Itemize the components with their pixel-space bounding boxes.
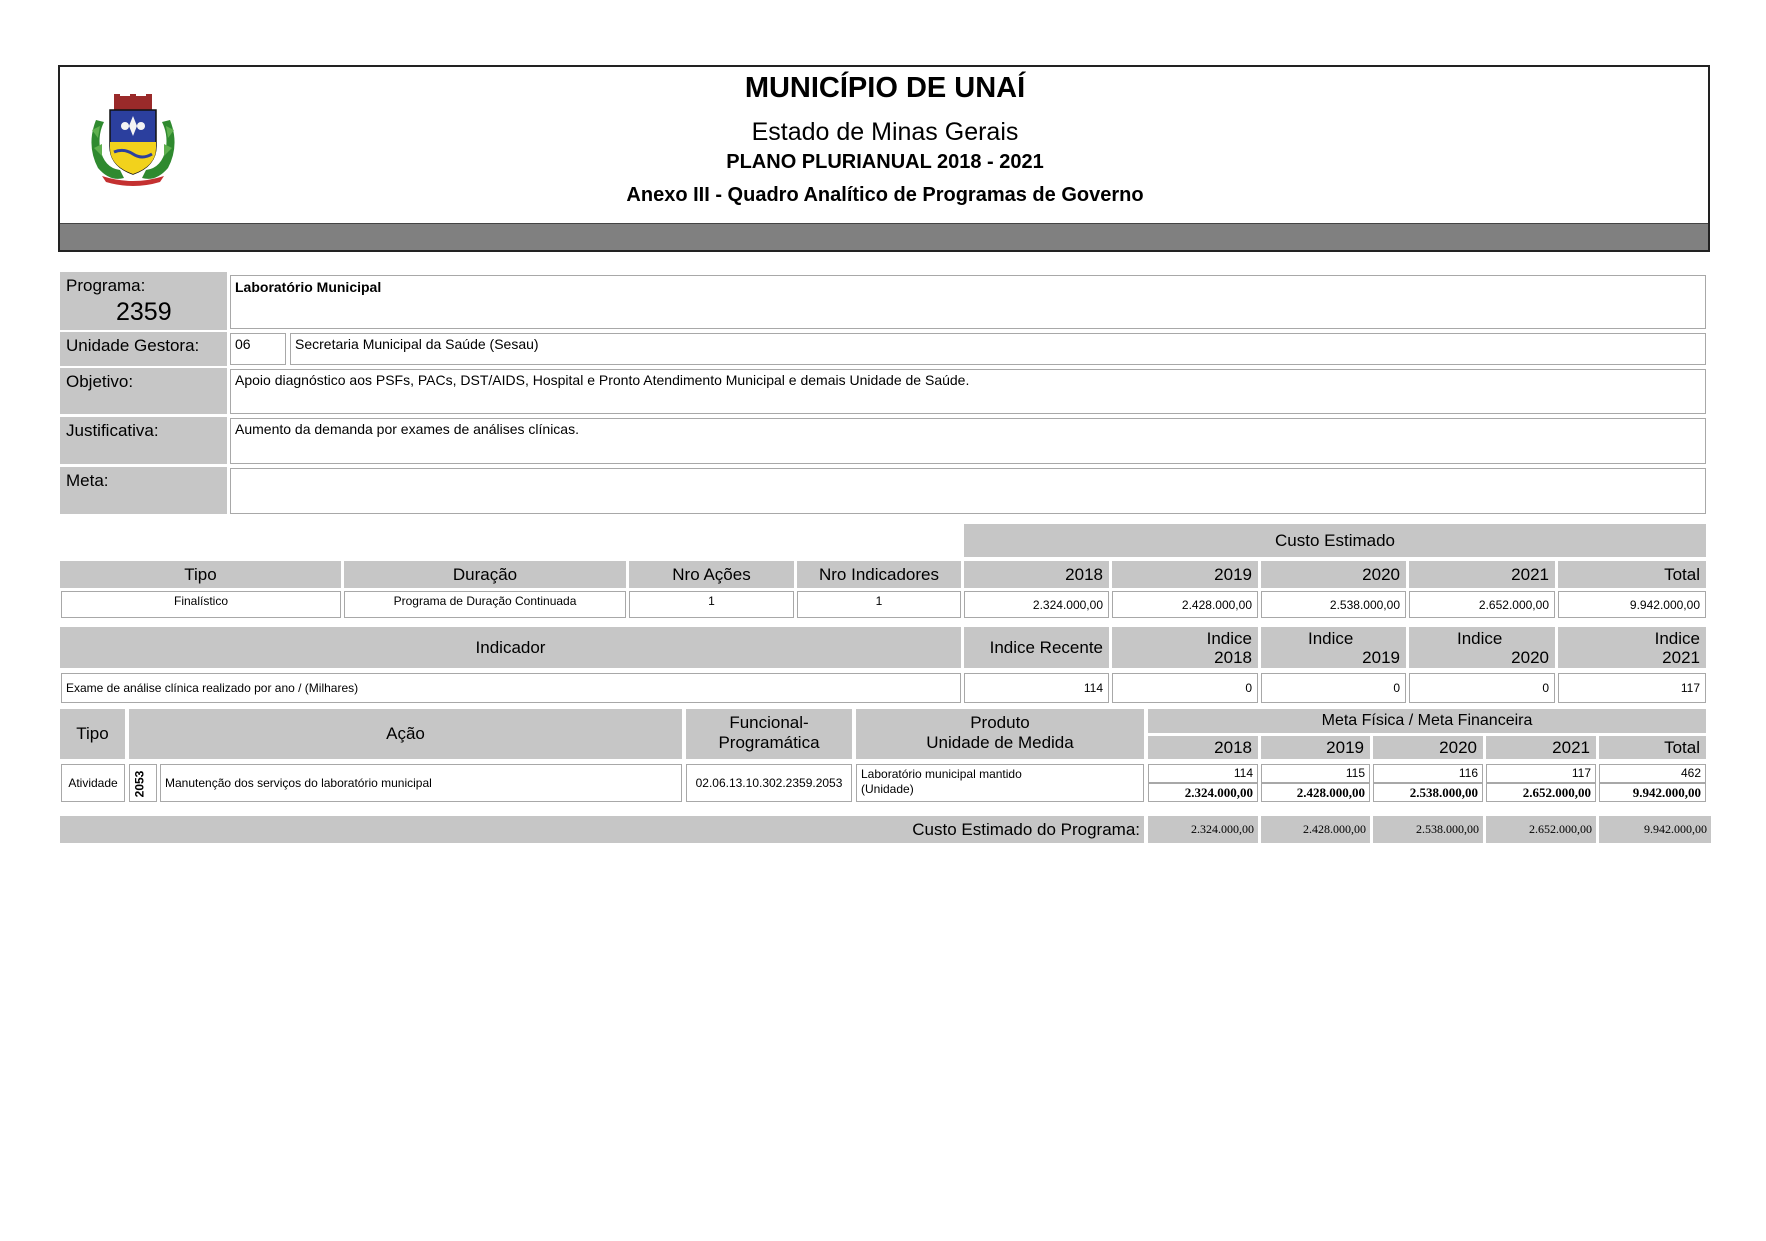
custo-header-2020: 2020 <box>1261 561 1406 588</box>
coat-of-arms-icon <box>84 90 182 186</box>
acao-header-2021: 2021 <box>1486 736 1596 759</box>
acao-row-funcional: 02.06.13.10.302.2359.2053 <box>686 764 852 802</box>
custo-estimado-title: Custo Estimado <box>964 524 1706 557</box>
indicador-header-2019-b: 2019 <box>1362 648 1400 667</box>
custo-row-2019: 2.428.000,00 <box>1112 591 1258 618</box>
indicador-header-2019 <box>1261 627 1406 668</box>
custo-row-nro-acoes: 1 <box>629 591 794 618</box>
unidade-nome-cell <box>290 333 1706 365</box>
indicador-header-2020-b: 2020 <box>1511 648 1549 667</box>
custo-row-tipo: Finalístico <box>61 591 341 618</box>
total-programa-2021: 2.652.000,00 <box>1486 816 1596 843</box>
indicador-row-2018: 0 <box>1112 673 1258 703</box>
header-anexo: Anexo III - Quadro Analítico de Programas de Governo <box>626 184 1144 206</box>
custo-row-total: 9.942.000,00 <box>1558 591 1706 618</box>
programa-label: Programa: <box>66 276 146 295</box>
custo-header-2021: 2021 <box>1409 561 1555 588</box>
justificativa-label: Justificativa: <box>66 421 159 440</box>
acao-row-fis-2021: 117 <box>1486 764 1596 783</box>
acao-row-codigo-cell <box>129 764 157 802</box>
acao-header-total: Total <box>1599 736 1706 759</box>
meta-label: Meta: <box>66 471 109 490</box>
custo-row-duracao: Programa de Duração Continuada <box>344 591 626 618</box>
unidade-nome: Secretaria Municipal da Saúde (Sesau) <box>295 336 539 352</box>
acao-row-fin-2021: 2.652.000,00 <box>1486 783 1596 802</box>
acao-row-fis-2019: 115 <box>1261 764 1370 783</box>
acao-row-fis-2020: 116 <box>1373 764 1483 783</box>
acao-header-tipo: Tipo <box>60 709 125 759</box>
acao-row-fin-2020: 2.538.000,00 <box>1373 783 1483 802</box>
total-programa-total: 9.942.000,00 <box>1599 816 1711 843</box>
acao-header-produto <box>856 709 1144 759</box>
programa-nome: Laboratório Municipal <box>235 279 382 295</box>
custo-header-tipo: Tipo <box>60 561 341 588</box>
acao-row-produto-cell <box>856 764 1144 802</box>
indicador-row-2021: 117 <box>1558 673 1706 703</box>
acao-row-produto: Laboratório municipal mantido <box>861 767 1022 781</box>
header-municipio: MUNICÍPIO DE UNAÍ <box>744 72 1026 104</box>
objetivo-texto: Apoio diagnóstico aos PSFs, PACs, DST/AIDS, Hospital e Pronto Atendimento Municipal e demais Unidade de Saúde. <box>235 372 970 388</box>
indicador-header-nome: Indicador <box>60 627 961 668</box>
custo-header-2018: 2018 <box>964 561 1109 588</box>
acao-row-nome: Manutenção dos serviços do laboratório municipal <box>160 764 682 802</box>
acao-header-2020: 2020 <box>1373 736 1483 759</box>
header-estado: Estado de Minas Gerais <box>751 118 1019 146</box>
header-plano: PLANO PLURIANUAL 2018 - 2021 <box>726 151 1044 173</box>
indicador-row-recente: 114 <box>964 673 1109 703</box>
unidade-codigo-cell <box>230 333 286 365</box>
objetivo-label: Objetivo: <box>66 372 134 391</box>
custo-header-nro-acoes: Nro Ações <box>629 561 794 588</box>
header-gray-bar <box>60 223 1708 250</box>
programa-numero: 2359 <box>116 298 172 326</box>
acao-row-fis-2018: 114 <box>1148 764 1258 783</box>
indicador-header-2021-b: 2021 <box>1662 648 1700 667</box>
total-programa-2019: 2.428.000,00 <box>1261 816 1370 843</box>
custo-header-2019: 2019 <box>1112 561 1258 588</box>
acao-header-produto-b: Unidade de Medida <box>926 733 1074 752</box>
acao-header-meta: Meta Física / Meta Financeira <box>1148 709 1706 733</box>
objetivo-texto-cell <box>230 369 1706 414</box>
custo-row-2018: 2.324.000,00 <box>964 591 1109 618</box>
unidade-label: Unidade Gestora: <box>66 336 200 355</box>
indicador-header-recente: Indice Recente <box>964 627 1109 668</box>
unidade-codigo: 06 <box>235 336 251 352</box>
custo-header-duracao: Duração <box>344 561 626 588</box>
indicador-header-2019-a: Indice <box>1308 629 1354 648</box>
meta-label-cell <box>60 467 227 514</box>
acao-header-produto-a: Produto <box>970 713 1030 732</box>
custo-header-nro-indicadores: Nro Indicadores <box>797 561 961 588</box>
justificativa-label-cell <box>60 417 227 464</box>
custo-row-2020: 2.538.000,00 <box>1261 591 1406 618</box>
indicador-header-2021-a: Indice <box>1654 629 1700 648</box>
acao-row-tipo: Atividade <box>61 764 125 802</box>
indicador-row-2019: 0 <box>1261 673 1406 703</box>
objetivo-label-cell <box>60 368 227 414</box>
acao-row-unidade: (Unidade) <box>861 782 914 796</box>
total-programa-2018: 2.324.000,00 <box>1148 816 1258 843</box>
custo-row-2021: 2.652.000,00 <box>1409 591 1555 618</box>
acao-header-funcional <box>686 709 852 759</box>
total-programa-label: Custo Estimado do Programa: <box>60 816 1144 843</box>
acao-row-codigo: 2053 <box>132 770 147 798</box>
acao-header-2018: 2018 <box>1148 736 1258 759</box>
acao-header-acao: Ação <box>129 709 682 759</box>
unidade-label-cell <box>60 332 227 366</box>
total-programa-2020: 2.538.000,00 <box>1373 816 1483 843</box>
acao-row-fin-2019: 2.428.000,00 <box>1261 783 1370 802</box>
indicador-header-2020 <box>1409 627 1555 668</box>
acao-row-fin-2018: 2.324.000,00 <box>1148 783 1258 802</box>
acao-header-funcional-b: Programática <box>718 733 820 752</box>
acao-row-fis-total: 462 <box>1599 764 1706 783</box>
programa-label-cell <box>60 272 227 330</box>
indicador-header-2020-a: Indice <box>1457 629 1503 648</box>
custo-header-total: Total <box>1558 561 1706 588</box>
indicador-row-2020: 0 <box>1409 673 1555 703</box>
programa-nome-cell <box>230 275 1706 329</box>
justificativa-texto-cell <box>230 418 1706 464</box>
indicador-header-2021 <box>1558 627 1706 668</box>
indicador-header-2018 <box>1112 627 1258 668</box>
indicador-header-2018-a: Indice <box>1206 629 1252 648</box>
custo-row-nro-indicadores: 1 <box>797 591 961 618</box>
indicador-header-2018-b: 2018 <box>1214 648 1252 667</box>
acao-header-2019: 2019 <box>1261 736 1370 759</box>
justificativa-texto: Aumento da demanda por exames de análises clínicas. <box>235 421 579 437</box>
acao-header-funcional-a: Funcional- <box>729 713 809 732</box>
acao-row-fin-total: 9.942.000,00 <box>1599 783 1706 802</box>
indicador-row-nome: Exame de análise clínica realizado por ano / (Milhares) <box>61 673 961 703</box>
meta-texto-cell <box>230 468 1706 514</box>
